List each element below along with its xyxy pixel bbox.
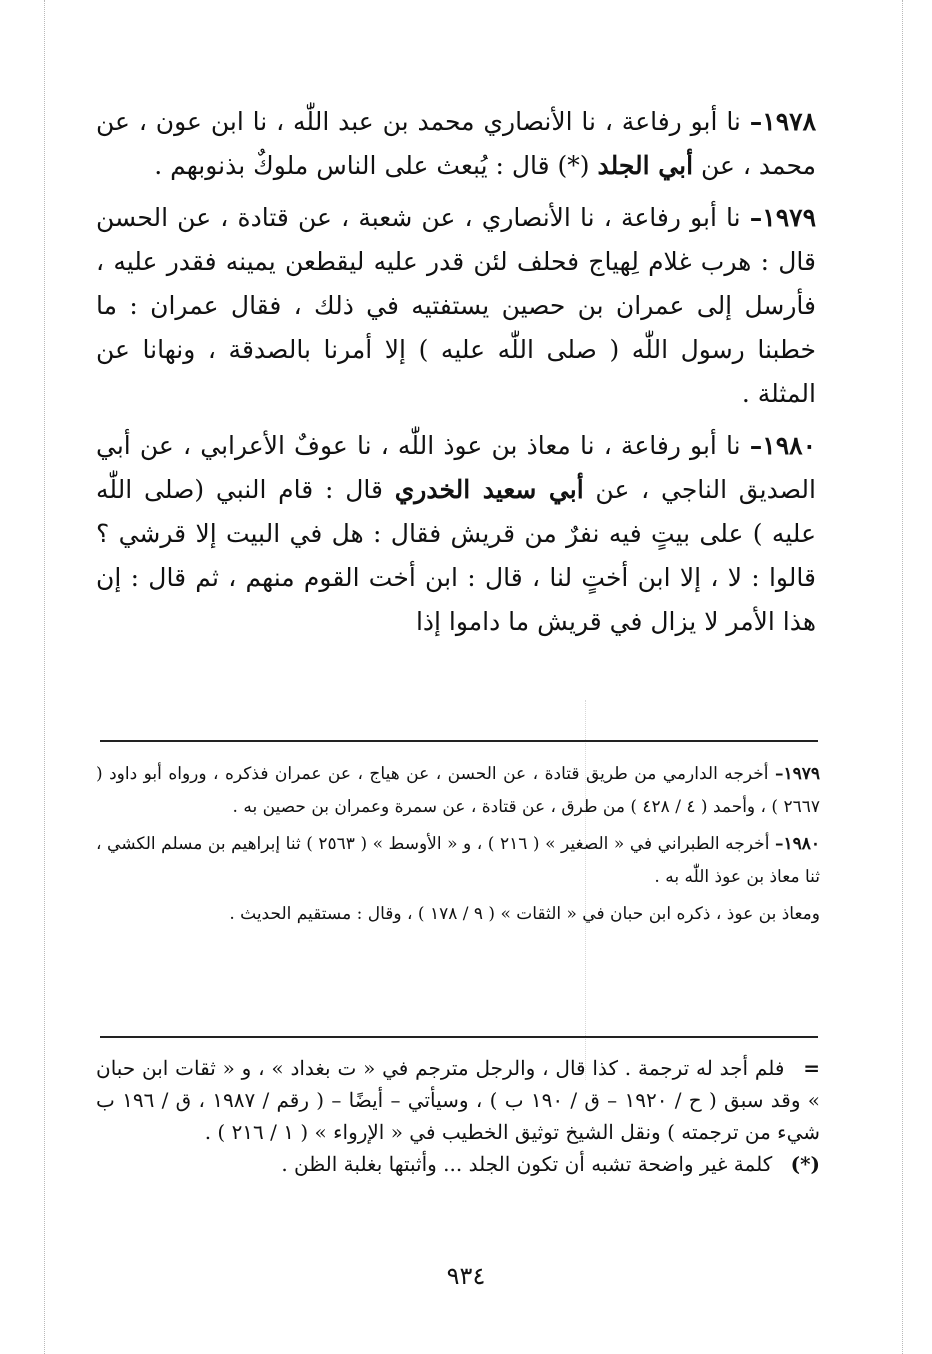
hadith-text-cont: (*) قال : يُبعث على الناس ملوكٌ بذنوبهم . <box>154 151 598 180</box>
footnote-text: ومعاذ بن عوذ ، ذكره ابن حبان في « الثقات » ( ٩ / ١٧٨ ) ، وقال : مستقيم الحديث . <box>229 904 820 924</box>
continuation-mark: = <box>803 1056 821 1080</box>
hadith-text: نا أبو رفاعة ، نا الأنصاري ، عن شعبة ، عن قتادة ، عن الحسن قال : هرب غلام لِهياج فحلف لئن قدر عليه ليقطعن يمينه فقدر عليه ، فأرسل إلى عمران بن حصين يستفتيه في ذلك ، فقال عمران : ما خطبنا رسول اللّٰه ( صلى اللّٰه عليه ) إلا أمرنا بالصدقة ، ونهانا عن المثلة . <box>96 203 816 408</box>
hadith-text-cont: قال : قام النبي (صلى اللّٰه عليه ) على بيتٍ فيه نفرٌ من قريش فقال : هل في البيت إلا قرشي ؟ قالوا : لا ، إلا ابن أختٍ لنا ، قال : ابن أخت القوم منهم ، ثم قال : إن هذا الأمر لا يزال في قريش ما داموا إذا <box>96 475 816 636</box>
page-number: ٩٣٤ <box>446 1262 486 1290</box>
footnote-text: أخرجه الطبراني في « الصغير » ( ٢١٦ ) ، و « الأوسط » ( ٢٥٦٣ ) ثنا إبراهيم بن مسلم الكشي ، ثنا معاذ بن عوذ اللّٰه به . <box>96 834 820 887</box>
footnote-1980 <box>96 828 820 894</box>
hadith-number: ١٩٨٠– <box>749 431 817 460</box>
footnote-number: ١٩٧٩– <box>774 764 820 784</box>
narrator-name: أبي سعيد الخدري <box>394 475 584 504</box>
main-text <box>96 100 816 652</box>
footnote-1979 <box>96 758 820 824</box>
hadith-1979 <box>96 196 816 416</box>
continuation-text: فلم أجد له ترجمة . كذا قال ، والرجل مترجم في « ت بغداد » ، و « ثقات ابن حبان » وقد سبق ( ح / ١٩٢٠ – ق / ١٩٠ ب ) ، وسيأتي – أيضًا – ( رقم / ١٩٨٧ ، ق / ١٩٦ ب شيء من ترجمته ) ونقل الشيخ توثيق الخطيب في « الإرواء » ( ١ / ٢١٦ ) . <box>96 1056 821 1144</box>
page-edge-dots-left <box>44 0 45 1354</box>
hadith-text: نا أبو رفاعة ، نا معاذ بن عوذ اللّٰه ، نا عوفٌ الأعرابي ، عن أبي الصديق الناجي ، عن <box>96 431 816 504</box>
footnote-text: أخرجه الدارمي من طريق قتادة ، عن الحسن ، عن هياج ، عن عمران فذكره ، ورواه أبو داود ( ٢٦٦٧ ) ، وأحمد ( ٤ / ٤٢٨ ) من طرق ، عن قتادة ، عن سمرة وعمران بن حصين به . <box>96 764 820 817</box>
asterisk-mark: (*) <box>790 1152 820 1176</box>
hadith-number: ١٩٧٩– <box>749 203 816 232</box>
hadith-text: نا أبو رفاعة ، نا الأنصاري محمد بن عبد اللّٰه ، نا ابن عون ، عن محمد ، عن <box>96 107 816 180</box>
footnote-1980-cont <box>96 898 820 931</box>
footnotes <box>96 758 820 935</box>
asterisk-note <box>96 1148 820 1180</box>
footnote-divider <box>100 740 818 742</box>
footnote-number: ١٩٨٠– <box>774 834 820 854</box>
narrator-name: أبي الجلد <box>597 151 694 180</box>
asterisk-text: كلمة غير واضحة تشبه أن تكون الجلد ... وأثبتها بغلبة الظن . <box>281 1152 773 1176</box>
continuation-divider <box>100 1036 818 1038</box>
continuation-notes <box>96 1052 820 1180</box>
hadith-1980 <box>96 424 816 644</box>
continuation-note <box>96 1052 820 1148</box>
page-edge-dots-right <box>902 0 903 1354</box>
hadith-number: ١٩٧٨– <box>749 107 816 136</box>
hadith-1978 <box>96 100 816 188</box>
